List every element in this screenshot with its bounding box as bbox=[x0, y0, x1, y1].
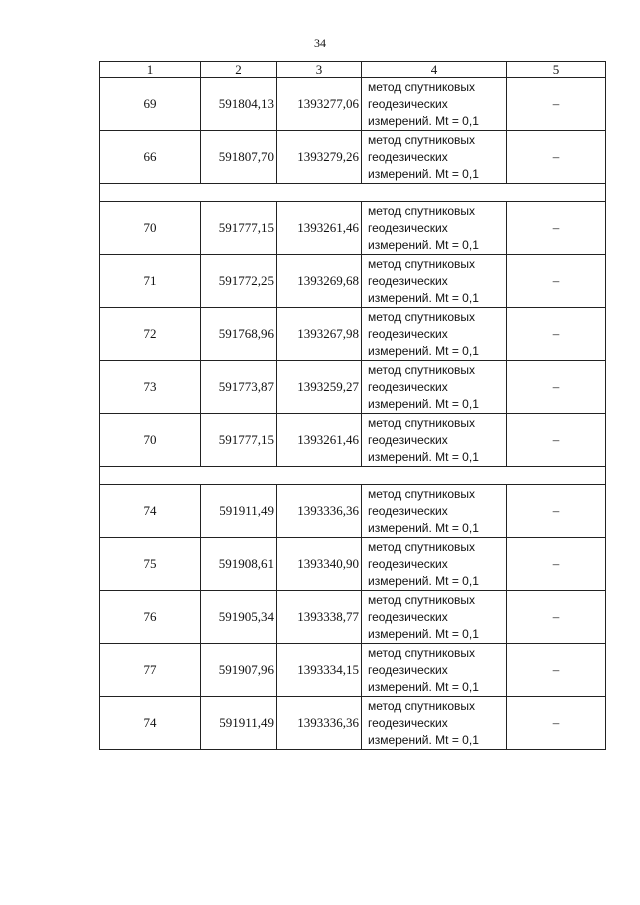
group-separator-row bbox=[100, 467, 606, 485]
column-5-cell: – bbox=[507, 485, 606, 538]
y-coordinate-cell: 1393336,36 bbox=[277, 485, 362, 538]
method-line: геодезических bbox=[368, 503, 448, 518]
table-row bbox=[100, 255, 606, 308]
separator-cell bbox=[100, 467, 606, 485]
table-row bbox=[100, 485, 606, 538]
table-row bbox=[100, 78, 606, 131]
table-row bbox=[100, 538, 606, 591]
method-line: геодезических bbox=[368, 556, 448, 571]
method-cell bbox=[362, 308, 507, 361]
method-line: метод спутниковых bbox=[368, 486, 476, 501]
method-line: измерений. Mt = 0,1 bbox=[368, 449, 479, 464]
header-col-1: 1 bbox=[100, 62, 201, 78]
column-5-cell: – bbox=[507, 644, 606, 697]
x-coordinate-cell: 591905,34 bbox=[201, 591, 277, 644]
header-col-5: 5 bbox=[507, 62, 606, 78]
column-5-cell: – bbox=[507, 255, 606, 308]
method-line: измерений. Mt = 0,1 bbox=[368, 343, 479, 358]
point-number-cell: 74 bbox=[100, 697, 201, 750]
table-row bbox=[100, 644, 606, 697]
method-line: измерений. Mt = 0,1 bbox=[368, 573, 479, 588]
x-coordinate-cell: 591777,15 bbox=[201, 414, 277, 467]
y-coordinate-cell: 1393338,77 bbox=[277, 591, 362, 644]
point-number-cell: 69 bbox=[100, 78, 201, 131]
table-row bbox=[100, 308, 606, 361]
method-line: измерений. Mt = 0,1 bbox=[368, 113, 479, 128]
method-line: геодезических bbox=[368, 326, 448, 341]
x-coordinate-cell: 591908,61 bbox=[201, 538, 277, 591]
table-row bbox=[100, 414, 606, 467]
method-line: метод спутниковых bbox=[368, 698, 476, 713]
x-coordinate-cell: 591773,87 bbox=[201, 361, 277, 414]
method-cell bbox=[362, 131, 507, 184]
y-coordinate-cell: 1393269,68 bbox=[277, 255, 362, 308]
separator-cell bbox=[100, 184, 606, 202]
y-coordinate-cell: 1393279,26 bbox=[277, 131, 362, 184]
x-coordinate-cell: 591911,49 bbox=[201, 697, 277, 750]
method-line: метод спутниковых bbox=[368, 645, 476, 660]
method-line: метод спутниковых bbox=[368, 415, 476, 430]
method-line: геодезических bbox=[368, 432, 448, 447]
page-number: 34 bbox=[314, 36, 326, 50]
x-coordinate-cell: 591777,15 bbox=[201, 202, 277, 255]
x-coordinate-cell: 591768,96 bbox=[201, 308, 277, 361]
table-row bbox=[100, 697, 606, 750]
column-5-cell: – bbox=[507, 697, 606, 750]
method-cell bbox=[362, 644, 507, 697]
method-line: измерений. Mt = 0,1 bbox=[368, 679, 479, 694]
x-coordinate-cell: 591911,49 bbox=[201, 485, 277, 538]
x-coordinate-cell: 591907,96 bbox=[201, 644, 277, 697]
y-coordinate-cell: 1393261,46 bbox=[277, 202, 362, 255]
method-line: геодезических bbox=[368, 220, 448, 235]
y-coordinate-cell: 1393340,90 bbox=[277, 538, 362, 591]
point-number-cell: 77 bbox=[100, 644, 201, 697]
column-5-cell: – bbox=[507, 361, 606, 414]
method-line: геодезических bbox=[368, 149, 448, 164]
table-row bbox=[100, 131, 606, 184]
y-coordinate-cell: 1393334,15 bbox=[277, 644, 362, 697]
header-col-3: 3 bbox=[277, 62, 362, 78]
point-number-cell: 71 bbox=[100, 255, 201, 308]
x-coordinate-cell: 591772,25 bbox=[201, 255, 277, 308]
point-number-cell: 75 bbox=[100, 538, 201, 591]
method-line: метод спутниковых bbox=[368, 309, 476, 324]
y-coordinate-cell: 1393277,06 bbox=[277, 78, 362, 131]
point-number-cell: 70 bbox=[100, 202, 201, 255]
y-coordinate-cell: 1393336,36 bbox=[277, 697, 362, 750]
method-line: метод спутниковых bbox=[368, 132, 476, 147]
column-5-cell: – bbox=[507, 202, 606, 255]
method-cell bbox=[362, 414, 507, 467]
method-line: геодезических bbox=[368, 662, 448, 677]
method-cell bbox=[362, 591, 507, 644]
method-line: метод спутниковых bbox=[368, 79, 476, 94]
method-line: измерений. Mt = 0,1 bbox=[368, 237, 479, 252]
method-cell bbox=[362, 78, 507, 131]
header-col-4: 4 bbox=[362, 62, 507, 78]
coordinates-table bbox=[99, 61, 606, 750]
method-line: измерений. Mt = 0,1 bbox=[368, 396, 479, 411]
point-number-cell: 76 bbox=[100, 591, 201, 644]
point-number-cell: 70 bbox=[100, 414, 201, 467]
method-line: измерений. Mt = 0,1 bbox=[368, 626, 479, 641]
method-cell bbox=[362, 361, 507, 414]
column-5-cell: – bbox=[507, 78, 606, 131]
header-col-2: 2 bbox=[201, 62, 277, 78]
method-line: геодезических bbox=[368, 715, 448, 730]
method-cell bbox=[362, 255, 507, 308]
header-row bbox=[100, 62, 606, 78]
method-cell bbox=[362, 538, 507, 591]
point-number-cell: 73 bbox=[100, 361, 201, 414]
method-line: метод спутниковых bbox=[368, 203, 476, 218]
method-line: метод спутниковых bbox=[368, 256, 476, 271]
method-line: метод спутниковых bbox=[368, 539, 476, 554]
method-line: измерений. Mt = 0,1 bbox=[368, 290, 479, 305]
table-row bbox=[100, 202, 606, 255]
method-line: измерений. Mt = 0,1 bbox=[368, 732, 479, 747]
method-cell bbox=[362, 202, 507, 255]
x-coordinate-cell: 591807,70 bbox=[201, 131, 277, 184]
point-number-cell: 66 bbox=[100, 131, 201, 184]
y-coordinate-cell: 1393261,46 bbox=[277, 414, 362, 467]
method-line: геодезических bbox=[368, 609, 448, 624]
y-coordinate-cell: 1393267,98 bbox=[277, 308, 362, 361]
method-line: метод спутниковых bbox=[368, 592, 476, 607]
column-5-cell: – bbox=[507, 308, 606, 361]
table-body bbox=[100, 78, 606, 750]
method-line: геодезических bbox=[368, 273, 448, 288]
table-row bbox=[100, 361, 606, 414]
method-line: измерений. Mt = 0,1 bbox=[368, 520, 479, 535]
table-row bbox=[100, 591, 606, 644]
column-5-cell: – bbox=[507, 538, 606, 591]
column-5-cell: – bbox=[507, 131, 606, 184]
column-5-cell: – bbox=[507, 591, 606, 644]
method-line: геодезических bbox=[368, 379, 448, 394]
method-line: геодезических bbox=[368, 96, 448, 111]
y-coordinate-cell: 1393259,27 bbox=[277, 361, 362, 414]
method-cell bbox=[362, 485, 507, 538]
x-coordinate-cell: 591804,13 bbox=[201, 78, 277, 131]
column-5-cell: – bbox=[507, 414, 606, 467]
method-line: измерений. Mt = 0,1 bbox=[368, 166, 479, 181]
group-separator-row bbox=[100, 184, 606, 202]
method-cell bbox=[362, 697, 507, 750]
point-number-cell: 72 bbox=[100, 308, 201, 361]
method-line: метод спутниковых bbox=[368, 362, 476, 377]
point-number-cell: 74 bbox=[100, 485, 201, 538]
